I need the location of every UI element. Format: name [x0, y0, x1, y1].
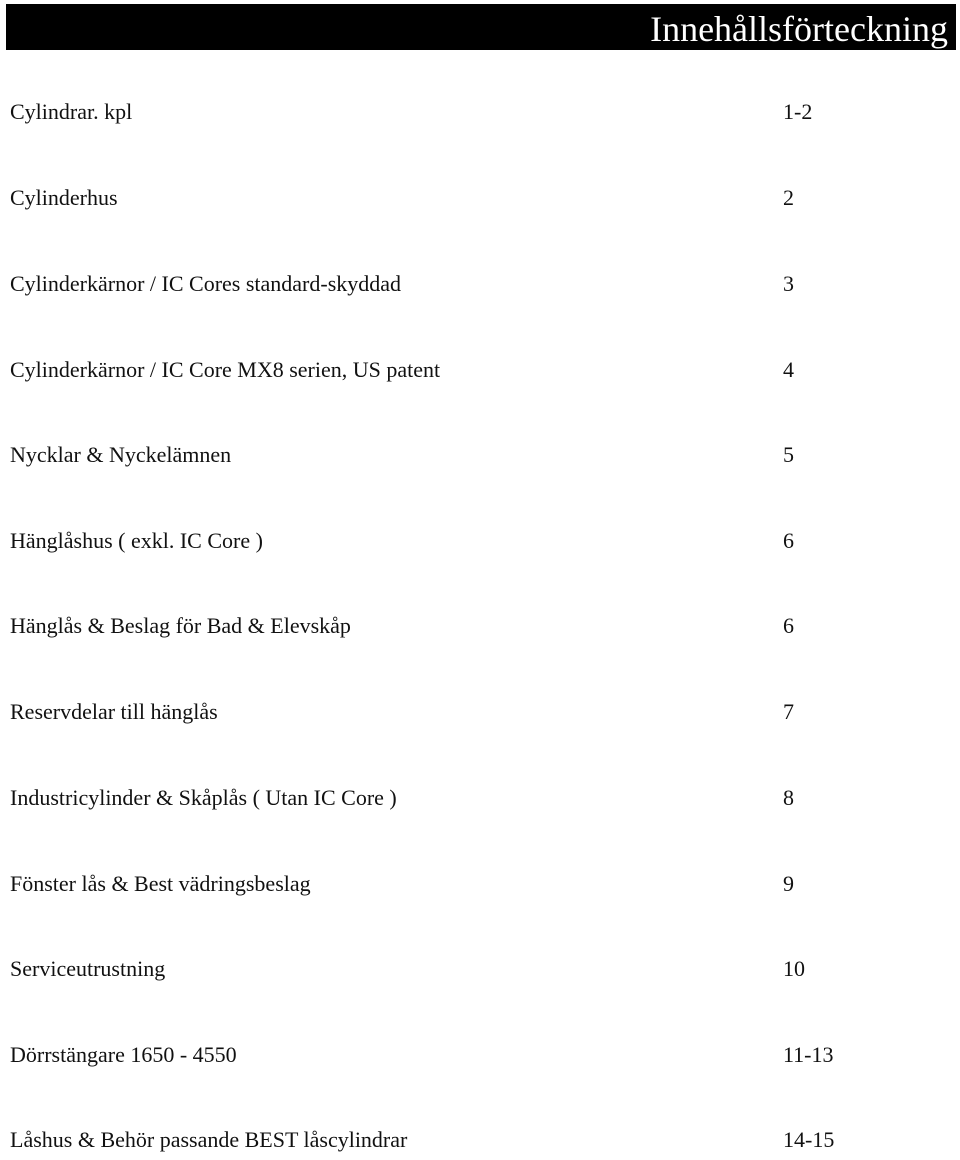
- toc-entry-label: Cylinderkärnor / IC Core MX8 serien, US patent: [10, 357, 441, 382]
- page-title: Innehållsförteckning: [650, 9, 948, 49]
- toc-row: [0, 264, 960, 304]
- toc-entry-label: Dörrstängare 1650 - 4550: [10, 1042, 237, 1067]
- toc-entry-page: 11-13: [783, 1042, 834, 1067]
- toc-entry-page: 10: [783, 956, 805, 981]
- toc-row: [0, 350, 960, 390]
- toc-entry-label: Industricylinder & Skåplås ( Utan IC Core ): [10, 785, 397, 810]
- toc-entry-label: Cylinderkärnor / IC Cores standard-skyddad: [10, 271, 402, 296]
- toc-row: [0, 606, 960, 646]
- toc-row: [0, 92, 960, 132]
- toc-entry-label: Nycklar & Nyckelämnen: [10, 442, 232, 467]
- toc-entry-page: 6: [783, 613, 794, 638]
- toc-entry-label: Serviceutrustning: [10, 956, 166, 981]
- toc-entry-page: 3: [783, 271, 794, 296]
- toc-entry-label: Cylinderhus: [10, 185, 118, 210]
- toc-entry-label: Låshus & Behör passande BEST låscylindrar: [10, 1127, 408, 1152]
- toc-entry-page: 1-2: [783, 99, 813, 124]
- toc-row: [0, 435, 960, 475]
- toc-row: [0, 178, 960, 218]
- toc-row: [0, 692, 960, 732]
- toc-entry-page: 9: [783, 871, 794, 896]
- toc-row: [0, 778, 960, 818]
- toc-entry-page: 7: [783, 699, 794, 724]
- toc-entry-page: 8: [783, 785, 794, 810]
- toc-entry-label: Cylindrar. kpl: [10, 99, 133, 124]
- toc-entry-page: 14-15: [783, 1127, 835, 1152]
- toc-entry-label: Fönster lås & Best vädringsbeslag: [10, 871, 311, 896]
- toc-row: [0, 1035, 960, 1075]
- toc-row: [0, 521, 960, 561]
- toc-entry-label: Hänglåshus ( exkl. IC Core ): [10, 528, 263, 553]
- toc-row: [0, 949, 960, 989]
- toc-entry-label: Reservdelar till hänglås: [10, 699, 218, 724]
- toc-entry-label: Hänglås & Beslag för Bad & Elevskåp: [10, 613, 351, 638]
- toc-row: [0, 864, 960, 904]
- toc-entry-page: 5: [783, 442, 794, 467]
- toc-entry-page: 2: [783, 185, 794, 210]
- toc-row: [0, 1120, 960, 1160]
- toc-entry-page: 4: [783, 357, 794, 382]
- toc-entry-page: 6: [783, 528, 794, 553]
